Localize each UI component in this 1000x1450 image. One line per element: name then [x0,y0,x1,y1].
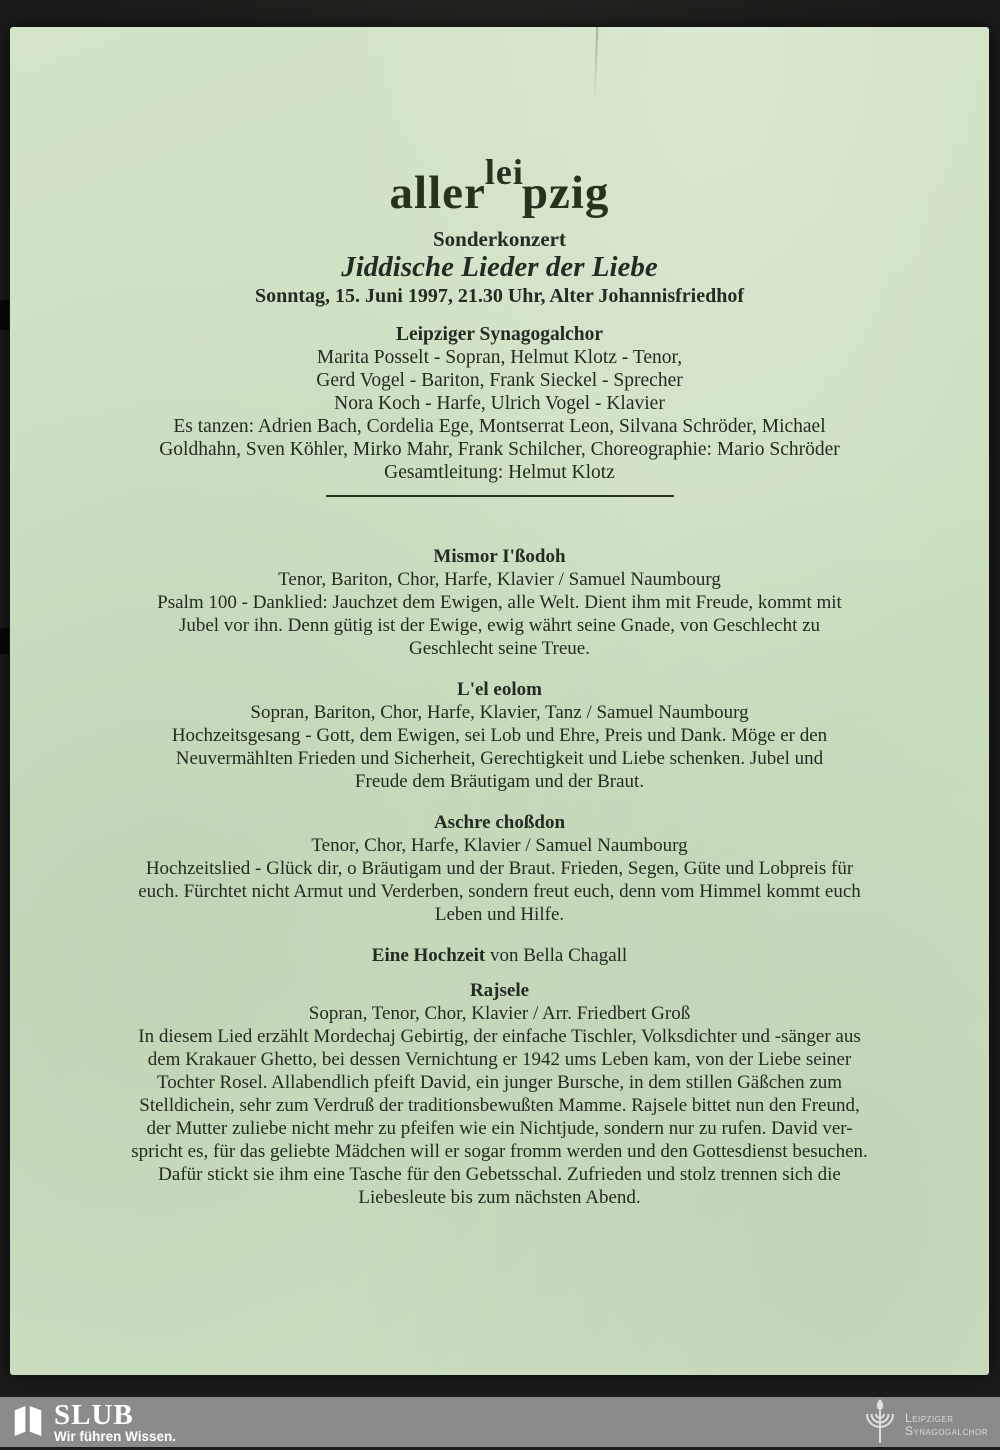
song-credit: Tenor, Bariton, Chor, Harfe, Klavier / Samuel Naumbourg [278,569,721,590]
section-divider [326,495,674,497]
menorah-icon [861,1399,899,1450]
song-description-line: Freude dem Bräutigam und der Braut. [354,771,645,792]
logo-part-pzig: pzig [521,167,610,219]
choir-name-line1: Leipziger [905,1410,954,1425]
concert-title: Jiddische Lieder der Liebe [341,251,658,283]
song-description-line: Dafür stickt sie ihm eine Tasche für den Gebetsschal. Zufrieden und stolz trennen sich die [158,1164,841,1185]
ensemble-line: Gesamtleitung: Helmut Klotz [384,462,615,483]
song-credit: Sopran, Tenor, Chor, Klavier / Arr. Friedbert Groß [308,1003,691,1024]
allerleipzig-logo [10,151,989,217]
song-description-line: Tochter Rosel. Allabendlich pfeift David, ein junger Bursche, in dem stillen Gäßchen zum [156,1072,843,1093]
program-item [10,811,989,926]
song-description-line: euch. Fürchtet nicht Armut und Verderben, sondern freut euch, denn vom Himmel kommt euch [138,881,861,902]
date-location: Sonntag, 15. Juni 1997, 21.30 Uhr, Alter Johannisfriedhof [255,285,744,307]
event-type: Sonderkonzert [433,227,566,251]
open-book-icon [13,1401,43,1443]
synagogalchor-logo [861,1399,988,1450]
logo-part-aller: aller [389,167,486,219]
program-item [10,545,989,660]
song-title: Rajsele [469,980,530,1001]
program-item [10,979,989,1209]
scanned-program-leaflet [10,27,989,1375]
song-description-line: Hochzeitslied - Glück dir, o Bräutigam und der Braut. Frieden, Segen, Güte und Lobpreis für [145,858,854,879]
choir-name-line2: Synagogalchor [905,1423,988,1438]
song-description-line: Hochzeitsgesang - Gott, dem Ewigen, sei Lob und Ehre, Preis und Dank. Möge er den [171,725,828,746]
song-description-line: In diesem Lied erzählt Mordechaj Gebirtig, der einfache Tischler, Volksdichter und -sänger aus [138,1026,861,1047]
song-title: Mismor I'ßodoh [433,546,566,567]
song-description-line: spricht es, für das geliebte Mädchen will er sogar fromm werden und den Gottesdienst besuchen. [131,1141,868,1162]
ensemble-name: Leipziger Synagogalchor [395,324,604,345]
song-title: Aschre choßdon [433,812,566,833]
song-description-line: Geschlecht seine Treue. [409,638,590,659]
logo-part-lei: lei [484,152,524,192]
song-title-suffix: von Bella Chagall [485,945,628,966]
song-title [10,944,989,967]
ensemble-line: Goldhahn, Sven Köhler, Mirko Mahr, Frank Schilcher, Choreographie: Mario Schröder [159,439,840,460]
choir-text-block [905,1412,988,1438]
song-description-line: Leben und Hilfe. [434,904,565,925]
slub-name: SLUB [54,1399,134,1431]
ensemble-line: Es tanzen: Adrien Bach, Cordelia Ege, Montserrat Leon, Silvana Schröder, Michael [173,416,826,437]
song-credit: Sopran, Bariton, Chor, Harfe, Klavier, Tanz / Samuel Naumbourg [250,702,749,723]
song-description-line: Stelldichein, sehr zum Verdruß der traditionsbewußten Mamme. Rajsele bittet nun den Freund, [139,1095,860,1116]
ensemble-line: Nora Koch - Harfe, Ulrich Vogel - Klavier [334,393,665,414]
song-description-line: Liebesleute bis zum nächsten Abend. [358,1187,641,1208]
song-description-line: Psalm 100 - Danklied: Jauchzet dem Ewigen, alle Welt. Dient ihm mit Freude, kommt mit [157,592,842,613]
scan-edge-notch [0,628,9,654]
song-title: L'el eolom [457,679,542,700]
song-description-line: Neuvermählten Frieden und Sicherheit, Gerechtigkeit und Liebe schenken. Jubel und [175,748,824,769]
ensemble-block [10,323,989,484]
slub-text-block [54,1401,176,1445]
song-credit: Tenor, Chor, Harfe, Klavier / Samuel Naumbourg [311,835,688,856]
scan-edge-notch [0,300,9,330]
song-description-line: dem Krakauer Ghetto, bei dessen Vernichtung er 1942 ums Leben kam, von der Liebe seiner [147,1049,852,1070]
slub-logo [13,1401,176,1445]
song-description-line: der Mutter zuliebe nicht mehr zu pfeifen wie ein Nichtjude, sondern nur zu rufen. David ver- [146,1118,853,1139]
song-description-line: Jubel vor ihn. Denn gütig ist der Ewige, ewig währt seine Gnade, von Geschlecht zu [178,615,821,636]
ensemble-line: Marita Posselt - Sopran, Helmut Klotz - Tenor, [316,347,683,368]
ensemble-line: Gerd Vogel - Bariton, Frank Sieckel - Sprecher [316,370,683,391]
program-item [10,944,989,967]
viewer-footer-bar [0,1397,1000,1447]
slub-tagline: Wir führen Wissen. [54,1429,177,1444]
song-title-bold: Eine Hochzeit [371,945,486,966]
program-item [10,678,989,793]
